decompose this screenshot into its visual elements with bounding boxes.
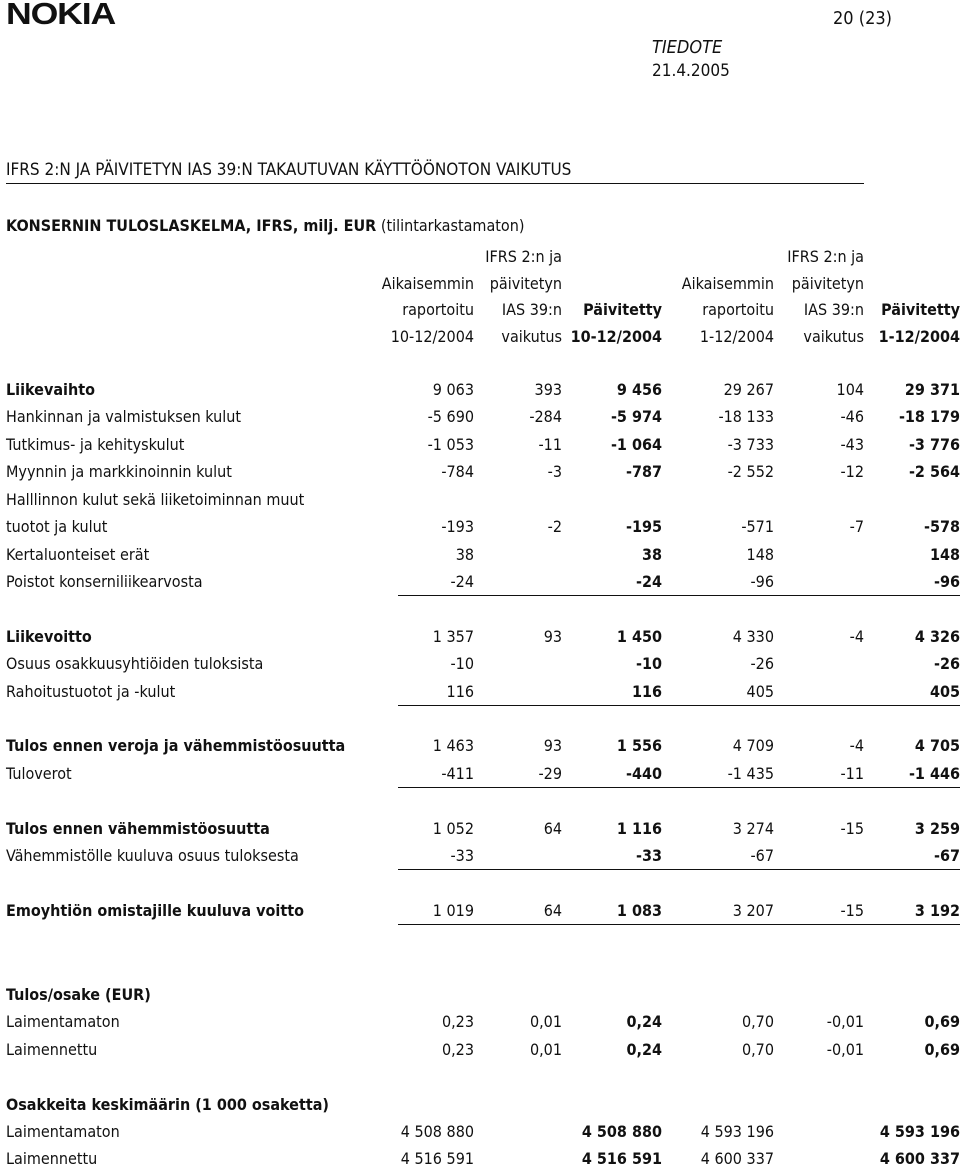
row-value: -18 133 [718, 407, 774, 426]
row-value: 0,69 [924, 1012, 960, 1031]
row-value: 1 357 [432, 627, 474, 646]
row-value: 0,24 [626, 1012, 662, 1031]
row-value: 4 593 196 [879, 1122, 960, 1141]
row-value: -33 [450, 846, 474, 865]
row-value: 104 [836, 380, 864, 399]
row-label: tuotot ja kulut [6, 517, 108, 536]
row-label: Laimennettu [6, 1040, 98, 1059]
row-value: 393 [534, 380, 562, 399]
row-label: Tulos/osake (EUR) [6, 985, 151, 1004]
row-value: -0,01 [826, 1012, 864, 1031]
row-value: -787 [625, 462, 662, 481]
column-header-effect-q4: IFRS 2:n ja päivitetyn IAS 39:n vaikutus [485, 247, 562, 346]
table-row [6, 486, 960, 513]
row-value: 9 063 [432, 380, 474, 399]
table-row [6, 981, 960, 1008]
section-title-note: (tilintarkastamaton) [376, 216, 525, 235]
row-value: -5 974 [610, 407, 662, 426]
document-type: TIEDOTE [652, 37, 723, 58]
row-value: -24 [635, 572, 662, 591]
row-label: Tulos ennen vähemmistöosuutta [6, 819, 270, 838]
row-label: Osakkeita keskimäärin (1 000 osaketta) [6, 1095, 329, 1114]
row-value: -26 [933, 654, 960, 673]
row-value: -2 [547, 517, 562, 536]
row-value: 1 463 [432, 736, 474, 755]
row-value: 3 192 [914, 901, 960, 920]
row-value: 1 450 [616, 627, 662, 646]
row-value: 116 [631, 682, 662, 701]
column-header-reported-fy: Aikaisemmin raportoitu 1-12/2004 [681, 273, 774, 346]
table-row [6, 732, 960, 759]
row-value: 148 [746, 545, 774, 564]
row-value: -0,01 [826, 1040, 864, 1059]
row-value: 93 [543, 627, 562, 646]
row-label: Emoyhtiön omistajille kuuluva voitto [6, 901, 305, 920]
table-row [6, 376, 960, 403]
table-row [6, 513, 960, 540]
row-value: -11 [538, 435, 562, 454]
table-rule [398, 787, 960, 788]
row-value: 93 [543, 736, 562, 755]
table-row [6, 650, 960, 677]
row-value: 1 083 [616, 901, 662, 920]
row-value: 64 [543, 901, 562, 920]
row-value: -15 [840, 901, 864, 920]
row-value: -4 [849, 736, 864, 755]
row-value: -4 [849, 627, 864, 646]
row-value: 38 [641, 545, 662, 564]
main-title: IFRS 2:N JA PÄIVITETYN IAS 39:N TAKAUTUVAN KÄYTTÖÖNOTON VAIKUTUS [6, 157, 864, 184]
row-label: Liikevaihto [6, 380, 95, 399]
table-row [6, 1091, 960, 1118]
row-value: 3 274 [732, 819, 774, 838]
row-value: -15 [840, 819, 864, 838]
row-value: 64 [543, 819, 562, 838]
row-value: 0,70 [741, 1012, 774, 1031]
row-value: -67 [750, 846, 774, 865]
row-label: Kertaluonteiset erät [6, 545, 150, 564]
row-label: Laimennettu [6, 1149, 98, 1168]
row-value: -2 552 [727, 462, 774, 481]
row-value: 1 052 [432, 819, 474, 838]
table-row [6, 842, 960, 869]
row-value: 0,01 [529, 1040, 562, 1059]
row-label: Tulos ennen veroja ja vähemmistöosuutta [6, 736, 346, 755]
row-value: -46 [840, 407, 864, 426]
row-value: 3 207 [732, 901, 774, 920]
section-title-bold: KONSERNIN TULOSLASKELMA, IFRS, milj. EUR [6, 216, 377, 235]
table-row [6, 1008, 960, 1035]
row-value: 4 326 [914, 627, 960, 646]
row-label: Tuloverot [6, 764, 72, 783]
column-header-updated-fy: Päivitetty 1-12/2004 [878, 300, 960, 346]
row-value: 3 259 [914, 819, 960, 838]
row-value: -96 [933, 572, 960, 591]
row-value: 1 556 [616, 736, 662, 755]
row-value: -284 [529, 407, 562, 426]
row-value: -7 [849, 517, 864, 536]
row-value: 4 600 337 [700, 1149, 774, 1168]
row-value: 405 [929, 682, 960, 701]
row-label: Hankinnan ja valmistuksen kulut [6, 407, 242, 426]
table-row [6, 568, 960, 595]
row-value: 0,69 [924, 1040, 960, 1059]
row-value: 4 593 196 [700, 1122, 774, 1141]
row-value: -33 [635, 846, 662, 865]
table-row [6, 760, 960, 787]
row-value: -18 179 [898, 407, 960, 426]
row-label: Laimentamaton [6, 1122, 120, 1141]
row-value: -784 [441, 462, 474, 481]
table-row [6, 623, 960, 650]
row-value: 4 508 880 [400, 1122, 474, 1141]
row-value: -3 776 [908, 435, 960, 454]
row-value: -67 [933, 846, 960, 865]
row-value: 1 116 [616, 819, 662, 838]
row-value: 0,24 [626, 1040, 662, 1059]
row-label: Rahoitustuotot ja -kulut [6, 682, 176, 701]
row-label: Halllinnon kulut sekä liiketoiminnan muut [6, 490, 305, 509]
row-value: -29 [538, 764, 562, 783]
table-row [6, 403, 960, 430]
table-row [6, 541, 960, 568]
row-value: 4 516 591 [400, 1149, 474, 1168]
row-value: -12 [840, 462, 864, 481]
row-value: -24 [450, 572, 474, 591]
row-label: Poistot konserniliikearvosta [6, 572, 203, 591]
row-value: 4 600 337 [879, 1149, 960, 1168]
document-date: 21.4.2005 [652, 61, 730, 81]
row-value: 116 [446, 682, 474, 701]
row-value: 4 508 880 [581, 1122, 662, 1141]
row-label: Vähemmistölle kuuluva osuus tuloksesta [6, 846, 299, 865]
row-value: 0,70 [741, 1040, 774, 1059]
row-value: -3 [547, 462, 562, 481]
row-value: -10 [635, 654, 662, 673]
row-value: 4 330 [732, 627, 774, 646]
row-label: Liikevoitto [6, 627, 92, 646]
row-value: -578 [923, 517, 960, 536]
row-value: -11 [840, 764, 864, 783]
row-value: -193 [441, 517, 474, 536]
row-value: -1 053 [427, 435, 474, 454]
column-header-reported-q4: Aikaisemmin raportoitu 10-12/2004 [381, 273, 474, 346]
column-header-effect-fy: IFRS 2:n ja päivitetyn IAS 39:n vaikutus [787, 247, 864, 346]
table-row [6, 678, 960, 705]
row-label: Tutkimus- ja kehityskulut [6, 435, 185, 454]
section-title [6, 214, 960, 238]
row-label: Laimentamaton [6, 1012, 120, 1031]
row-value: -571 [741, 517, 774, 536]
row-value: 38 [455, 545, 474, 564]
row-value: 4 709 [732, 736, 774, 755]
table-row [6, 458, 960, 485]
table-rule [398, 869, 960, 870]
row-value: -26 [750, 654, 774, 673]
row-value: -1 435 [727, 764, 774, 783]
table-rule [398, 924, 960, 925]
row-label: Myynnin ja markkinoinnin kulut [6, 462, 232, 481]
table-rule [398, 595, 960, 596]
row-value: -3 733 [727, 435, 774, 454]
table-row [6, 815, 960, 842]
table-row [6, 1118, 960, 1145]
row-value: 4 705 [914, 736, 960, 755]
row-value: -96 [750, 572, 774, 591]
row-value: 405 [746, 682, 774, 701]
row-value: 0,23 [441, 1040, 474, 1059]
row-value: -440 [625, 764, 662, 783]
row-value: 148 [929, 545, 960, 564]
row-value: -5 690 [427, 407, 474, 426]
row-value: -1 064 [610, 435, 662, 454]
row-value: 1 019 [432, 901, 474, 920]
row-value: -10 [450, 654, 474, 673]
row-value: -43 [840, 435, 864, 454]
table-row [6, 1036, 960, 1063]
column-header-updated-q4: Päivitetty 10-12/2004 [570, 300, 662, 346]
table-rule [398, 705, 960, 706]
row-value: 4 516 591 [581, 1149, 662, 1168]
row-value: 9 456 [616, 380, 662, 399]
page-number: 20 (23) [833, 8, 892, 29]
row-value: -411 [441, 764, 474, 783]
row-value: -2 564 [908, 462, 960, 481]
row-value: 0,01 [529, 1012, 562, 1031]
table-row [6, 431, 960, 458]
row-value: 29 267 [723, 380, 774, 399]
table-row [6, 897, 960, 924]
row-value: -195 [625, 517, 662, 536]
row-value: -1 446 [908, 764, 960, 783]
row-value: 0,23 [441, 1012, 474, 1031]
row-value: 29 371 [904, 380, 960, 399]
row-label: Osuus osakkuusyhtiöiden tuloksista [6, 654, 264, 673]
nokia-logo: NOKIA [6, 0, 116, 31]
